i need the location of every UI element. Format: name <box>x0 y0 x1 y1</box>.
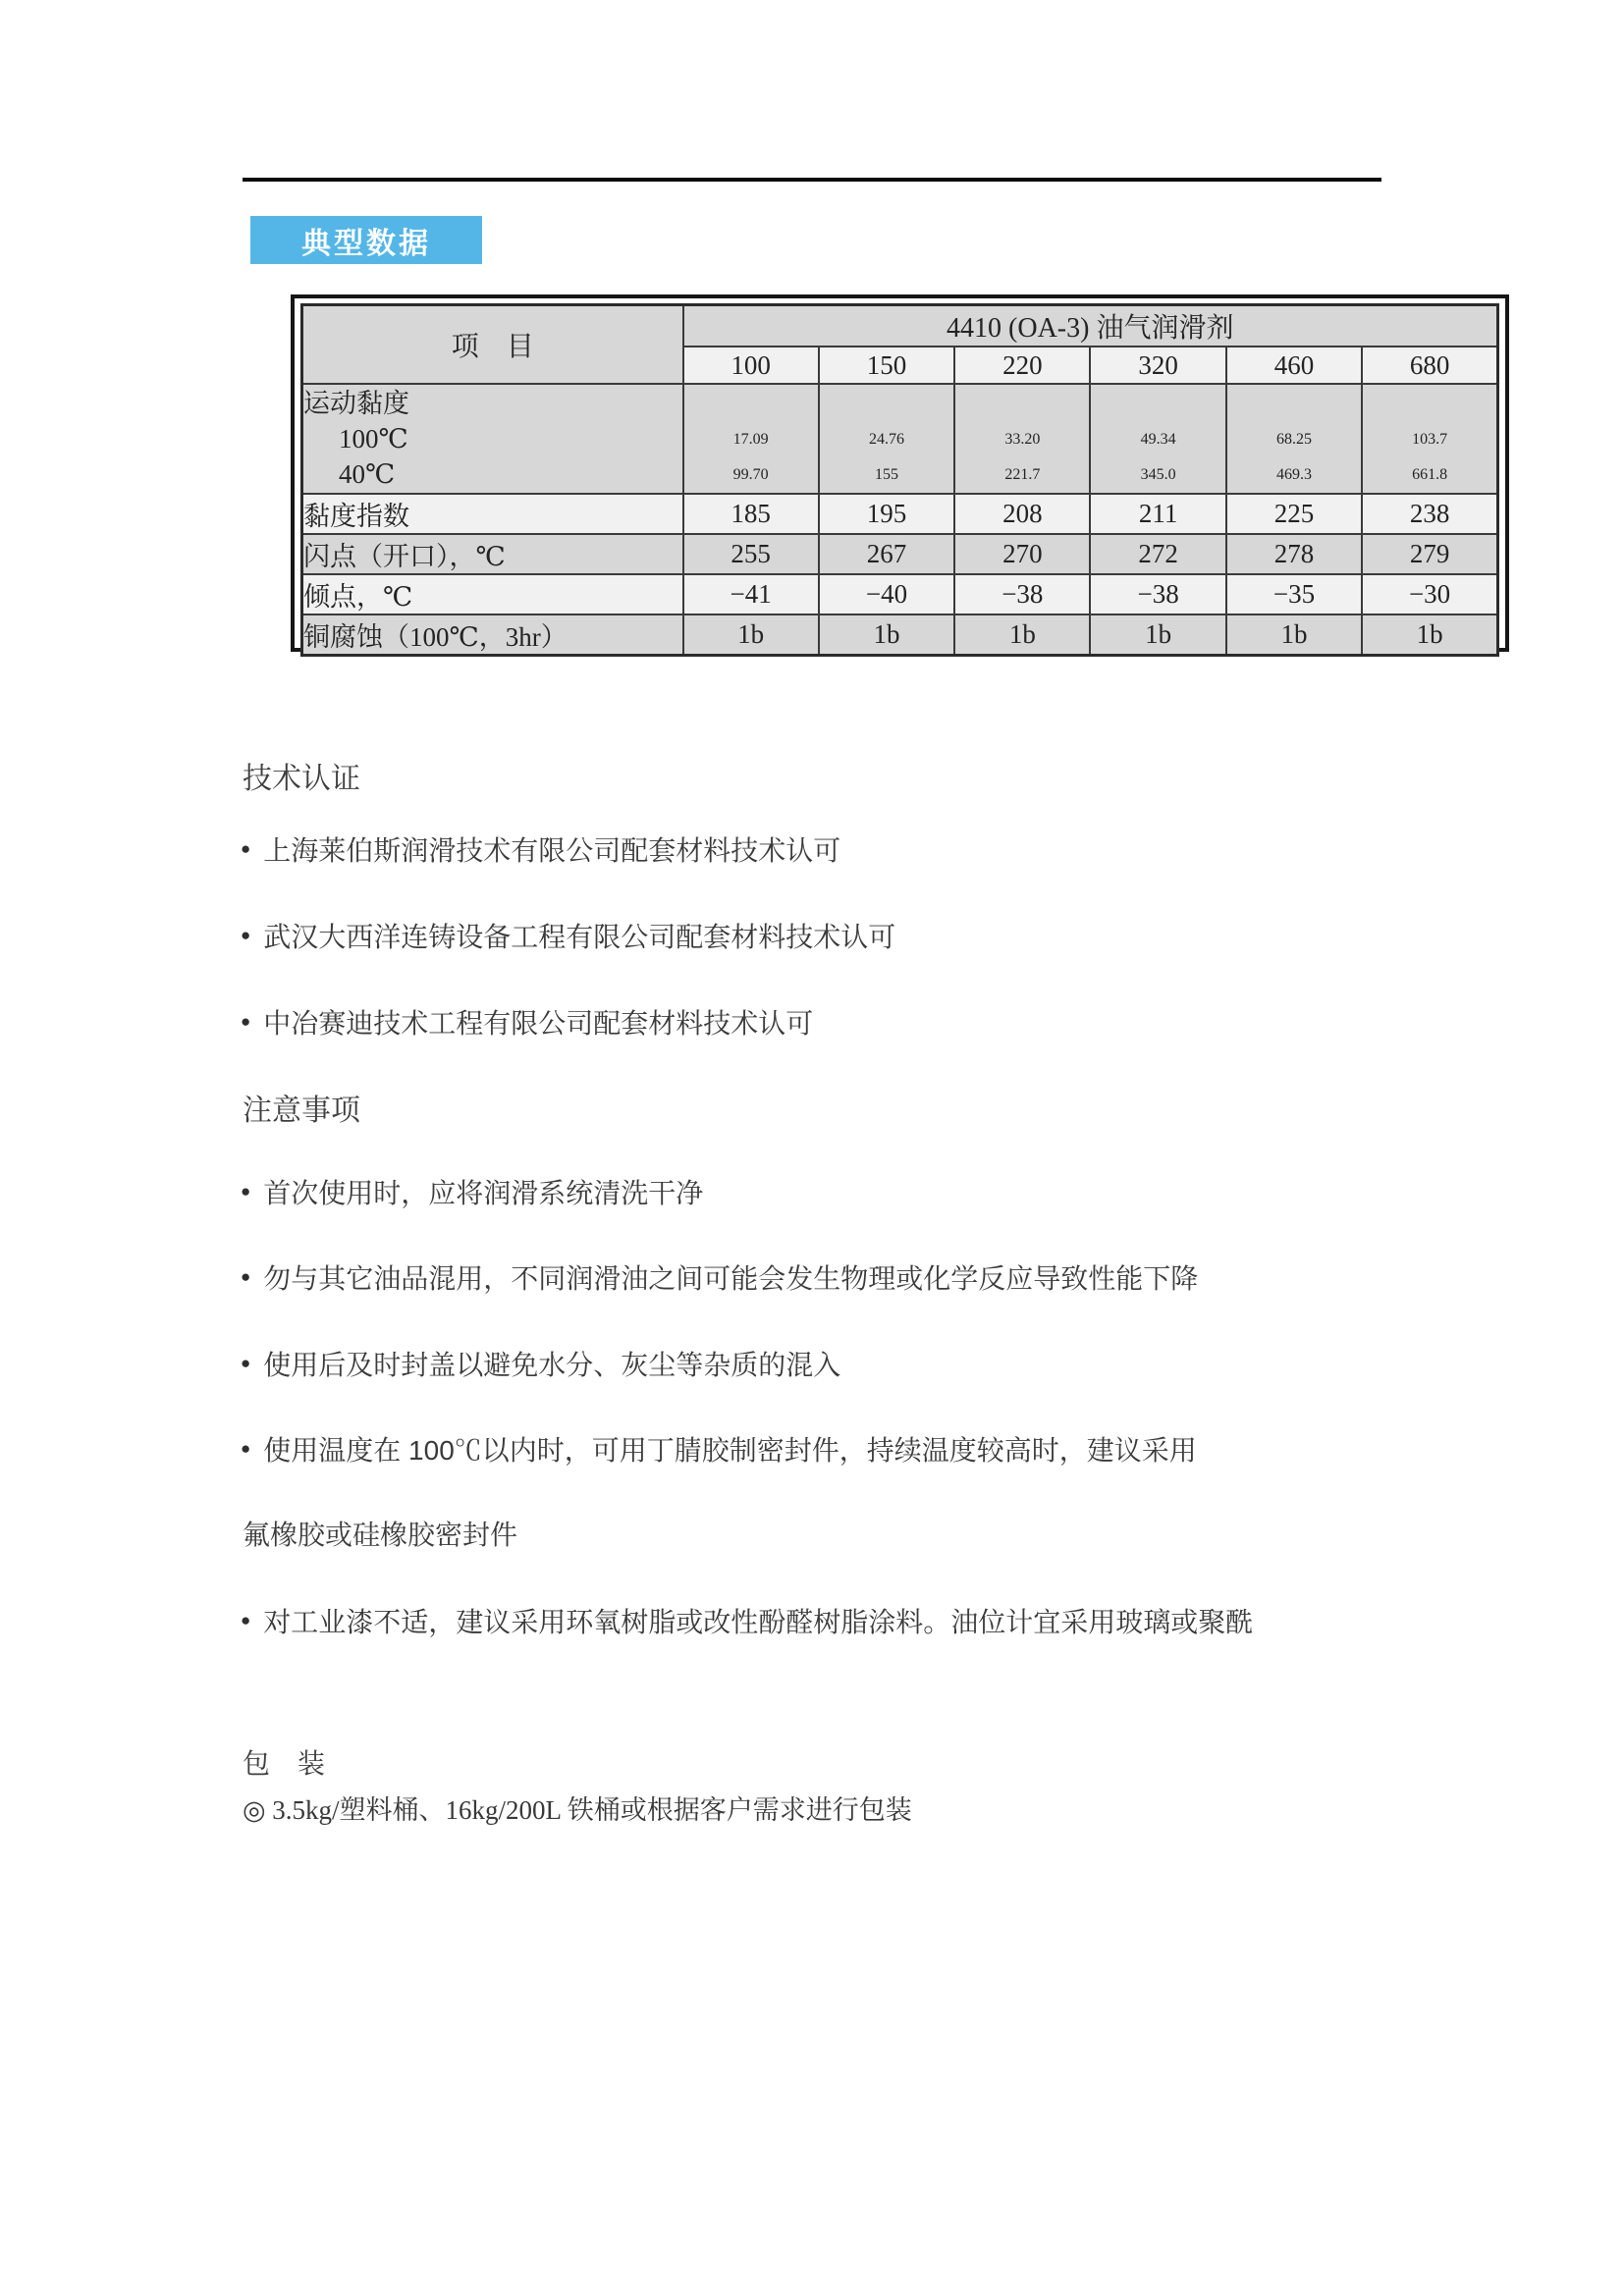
bullet-icon: ● <box>241 1012 251 1031</box>
certification-title: 技术认证 <box>243 763 360 795</box>
bullet-icon: ● <box>241 1439 251 1458</box>
table-cell-value: 33.20 221.7 <box>954 384 1090 494</box>
precaution-item-text: 使用温度在 100℃以内时，可用丁腈胶制密封件，持续温度较高时，建议采用 <box>263 1435 1197 1466</box>
table-cell-value: −30 <box>1362 574 1497 614</box>
table-cell-value: 49.34 345.0 <box>1090 384 1225 494</box>
table-cell-value: 1b <box>819 614 954 656</box>
table-row-viscosity <box>302 384 1498 494</box>
table-row-label: 铜腐蚀（100℃，3hr） <box>302 614 683 656</box>
table-cell-value: 1b <box>1362 614 1497 656</box>
precaution-item <box>241 1344 840 1383</box>
table-grade-header: 100 <box>683 347 819 384</box>
table-row-flash-point <box>302 534 1498 574</box>
table-product-header: 4410 (OA-3) 油气润滑剂 <box>683 305 1498 347</box>
precaution-item-text: 对工业漆不适，建议采用环氧树脂或改性酚醛树脂涂料。油位计宜采用玻璃或聚酰 <box>263 1607 1254 1637</box>
certification-item <box>241 829 840 869</box>
viscosity-label: 运动黏度 <box>303 389 409 418</box>
table-row-viscosity-index <box>302 494 1498 534</box>
precaution-item <box>241 1257 1198 1297</box>
packaging-title: 包 装 <box>243 1749 326 1780</box>
certification-item-text: 上海莱伯斯润滑技术有限公司配套材料技术认可 <box>263 835 841 866</box>
table-cell-value: 272 <box>1090 534 1225 574</box>
typical-data-badge <box>250 216 482 264</box>
bullet-icon: ● <box>241 1354 251 1372</box>
table-cell-value: 68.25 469.3 <box>1226 384 1362 494</box>
typical-data-table-frame <box>291 294 1509 652</box>
table-cell-value: 208 <box>954 494 1090 534</box>
table-cell-value: 1b <box>1090 614 1225 656</box>
precautions-title: 注意事项 <box>243 1095 360 1127</box>
header-divider <box>243 178 1381 182</box>
table-grade-header: 680 <box>1362 347 1497 384</box>
table-cell-value: −40 <box>819 574 954 614</box>
table-cell-value: 238 <box>1362 494 1497 534</box>
certification-item-text: 武汉大西洋连铸设备工程有限公司配套材料技术认可 <box>263 922 896 952</box>
table-cell-value: 225 <box>1226 494 1362 534</box>
table-cell-value: 1b <box>683 614 819 656</box>
table-cell-value: 270 <box>954 534 1090 574</box>
viscosity-sub-label-100c: 100℃ <box>339 424 408 454</box>
table-cell-value: 267 <box>819 534 954 574</box>
viscosity-sub-label-40c: 40℃ <box>339 459 396 489</box>
table-grade-header: 220 <box>954 347 1090 384</box>
table-row-label: 倾点，℃ <box>302 574 683 614</box>
table-cell-value: 103.7 661.8 <box>1362 384 1497 494</box>
table-row-pour-point <box>302 574 1498 614</box>
table-row-label: 黏度指数 <box>302 494 683 534</box>
table-row-label: 闪点（开口），℃ <box>302 534 683 574</box>
table-cell-value: 279 <box>1362 534 1497 574</box>
table-row-label <box>302 384 683 494</box>
table-grade-header: 460 <box>1226 347 1362 384</box>
precaution-item <box>241 1172 703 1211</box>
bullet-icon: ● <box>241 1182 251 1201</box>
table-cell-value: −38 <box>954 574 1090 614</box>
table-header-row <box>302 305 1498 347</box>
precaution-item-text: 首次使用时，应将润滑系统清洗干净 <box>263 1178 704 1208</box>
bullet-icon: ● <box>241 1267 251 1286</box>
table-row-copper-corrosion <box>302 614 1498 656</box>
bullet-icon: ● <box>241 926 251 944</box>
table-grade-header: 320 <box>1090 347 1225 384</box>
table-cell-value: 1b <box>1226 614 1362 656</box>
table-cell-value: 278 <box>1226 534 1362 574</box>
table-item-header: 项 目 <box>302 305 683 385</box>
bullet-icon: ● <box>241 839 251 858</box>
certification-item-text: 中冶赛迪技术工程有限公司配套材料技术认可 <box>263 1008 814 1039</box>
typical-data-table <box>300 303 1499 657</box>
precaution-item <box>241 1429 1197 1468</box>
table-cell-value: 17.09 99.70 <box>683 384 819 494</box>
table-cell-value: 24.76 155 <box>819 384 954 494</box>
table-cell-value: −38 <box>1090 574 1225 614</box>
packaging-text: ◎ 3.5kg/塑料桶、16kg/200L 铁桶或根据客户需求进行包装 <box>243 1795 912 1825</box>
typical-data-badge-label: 典型数据 <box>301 227 431 260</box>
precaution-item <box>241 1601 1253 1640</box>
table-cell-value: 185 <box>683 494 819 534</box>
precaution-item-text: 勿与其它油品混用，不同润滑油之间可能会发生物理或化学反应导致性能下降 <box>263 1263 1199 1294</box>
table-cell-value: 255 <box>683 534 819 574</box>
certification-item <box>241 1002 813 1041</box>
table-cell-value: 211 <box>1090 494 1225 534</box>
certification-item <box>241 916 895 955</box>
table-grade-header: 150 <box>819 347 954 384</box>
table-cell-value: −41 <box>683 574 819 614</box>
precaution-continuation: 氟橡胶或硅橡胶密封件 <box>243 1520 518 1550</box>
table-cell-value: 195 <box>819 494 954 534</box>
precaution-item-text: 使用后及时封盖以避免水分、灰尘等杂质的混入 <box>263 1350 841 1380</box>
table-cell-value: 1b <box>954 614 1090 656</box>
bullet-icon: ● <box>241 1611 251 1629</box>
table-cell-value: −35 <box>1226 574 1362 614</box>
